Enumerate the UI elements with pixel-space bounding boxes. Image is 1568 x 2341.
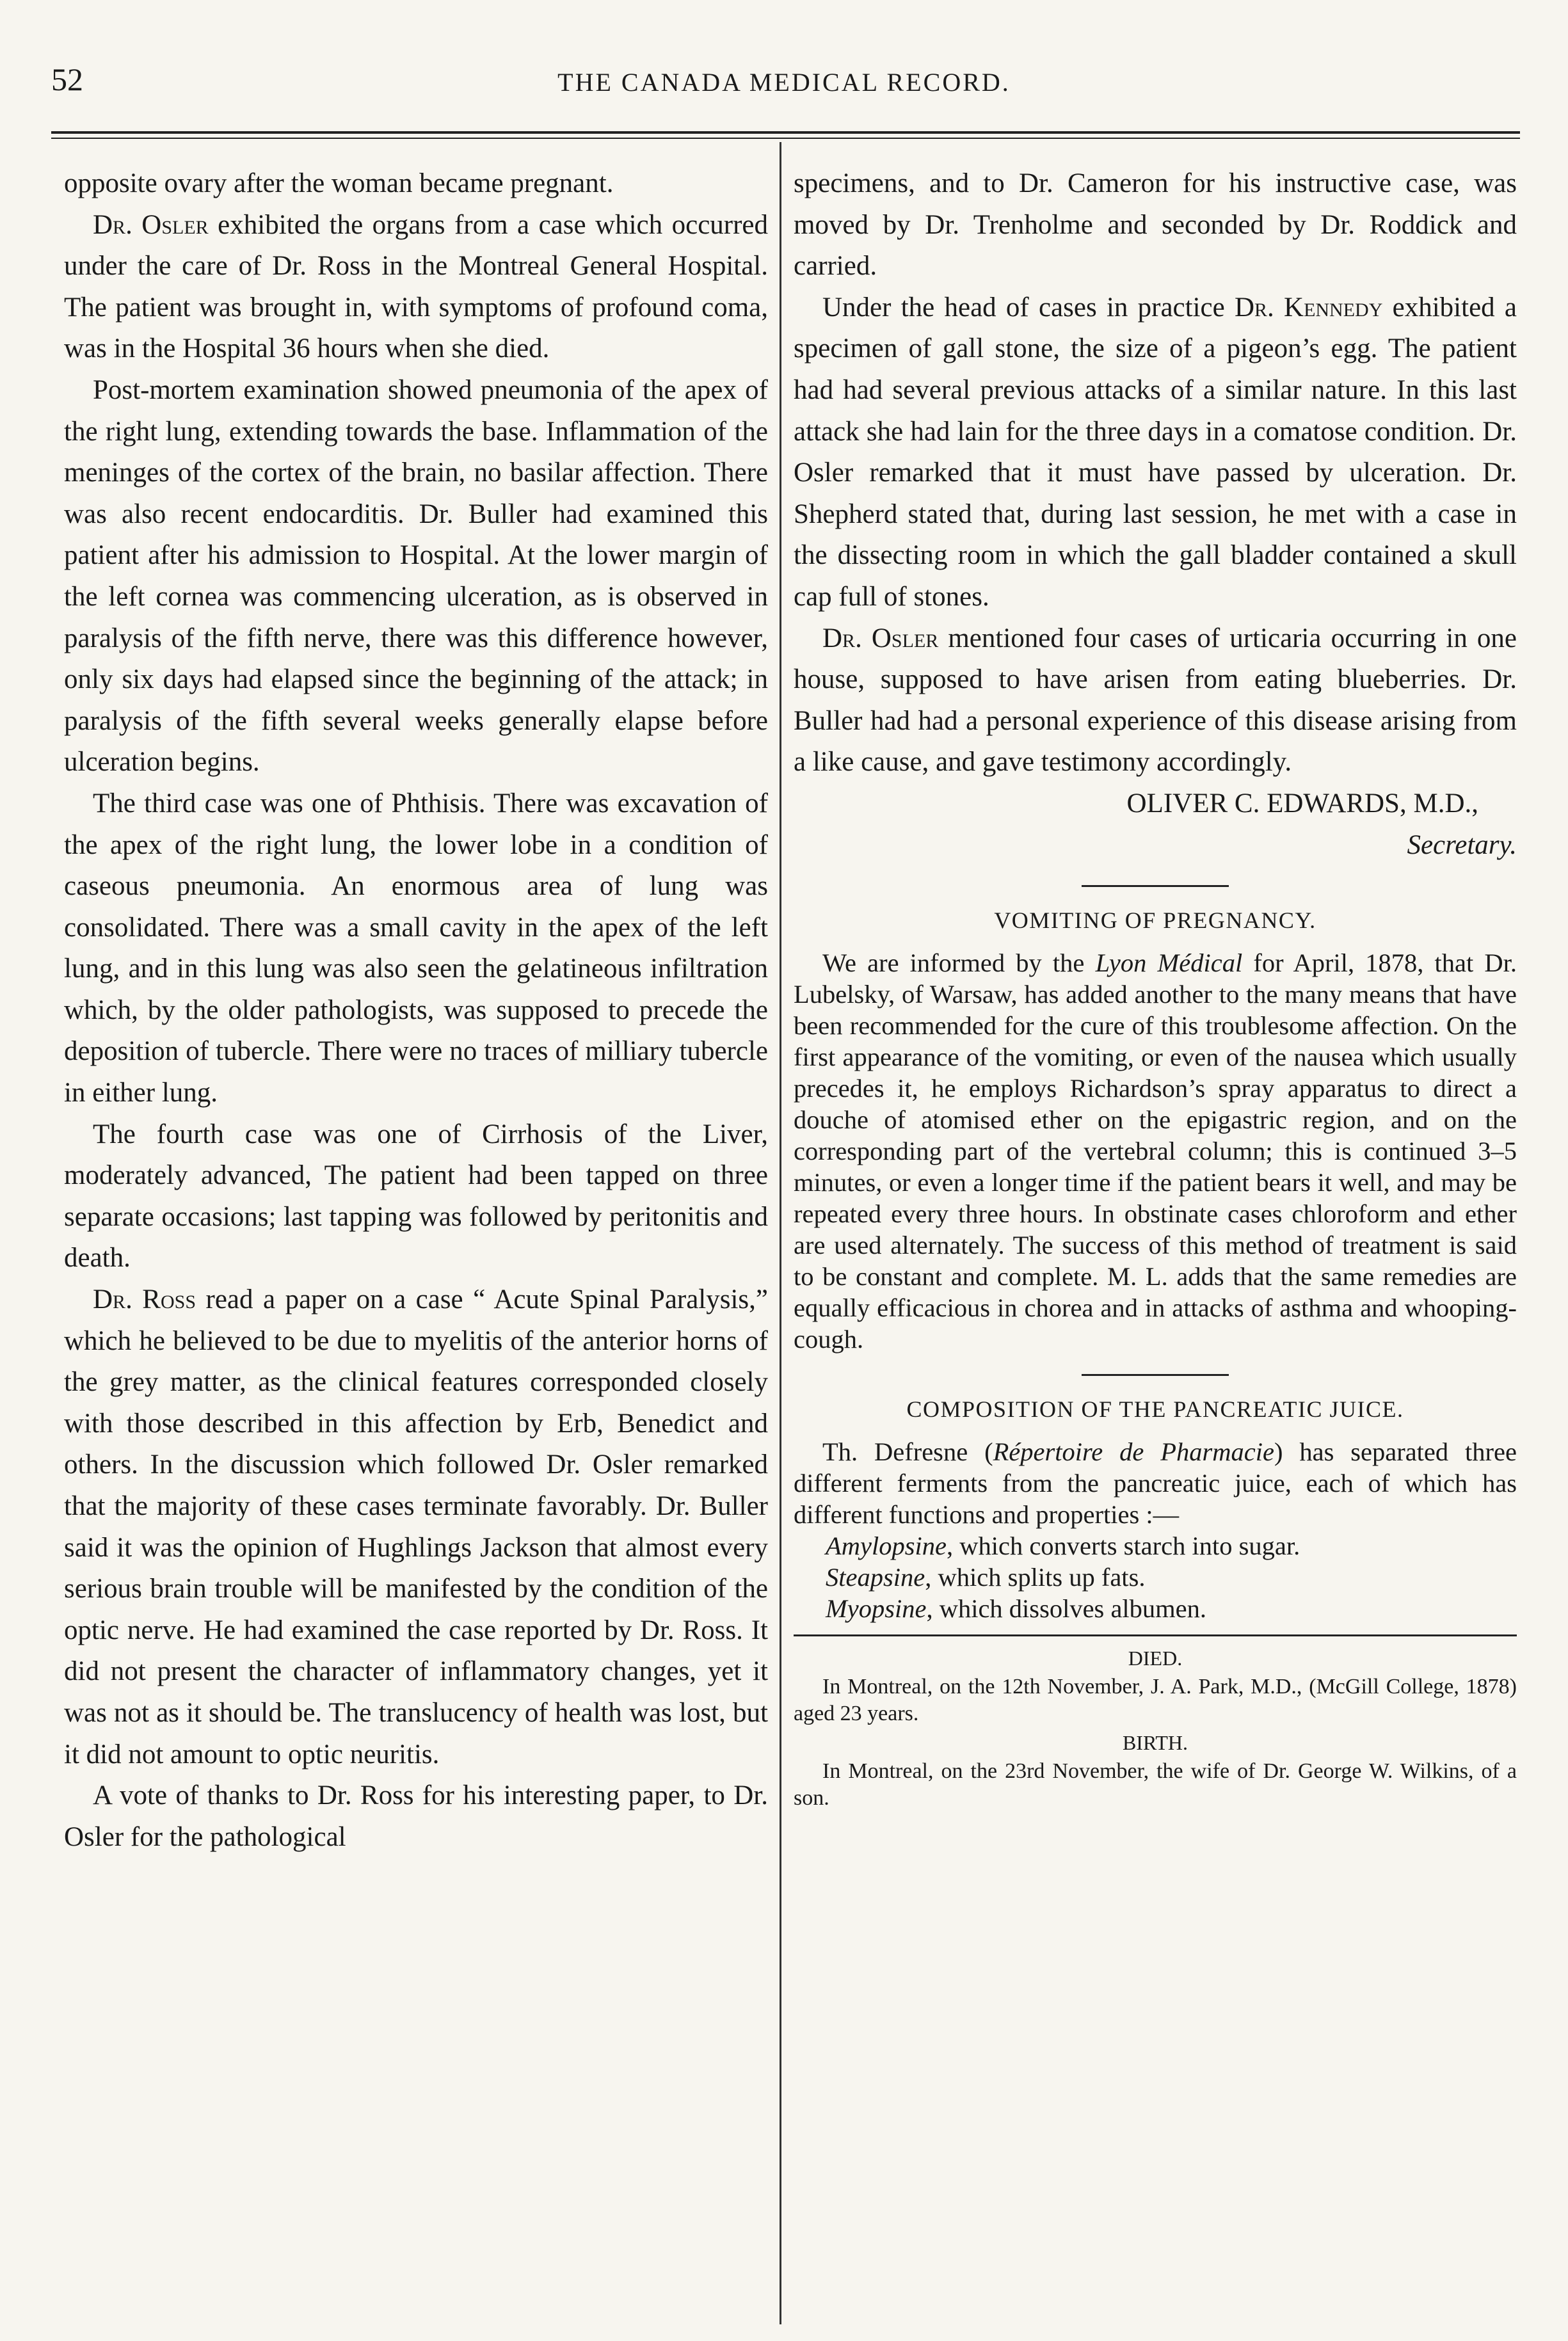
signature-role: Secretary. [1407,829,1517,860]
birth-notice: In Montreal, on the 23rd November, the wife of Dr. George W. Wilkins, of a son. [794,1759,1517,1810]
signature-block [794,783,1517,866]
left-column [64,163,768,1858]
signature-name: OLIVER C. EDWARDS, M.D., [1126,788,1478,819]
paragraph-pancreatic: Th. Defresne (Répertoire de Pharmacie) has separated three different ferments from the pancreatic juice, each of which has different functions and properties :— [794,1437,1517,1530]
died-notice: In Montreal, on the 12th November, J. A. Park, M.D., (McGill College, 1878) aged 23 years. [794,1675,1517,1726]
notices-rule [794,1634,1517,1636]
section-rule [1082,885,1229,887]
section-rule [1082,1374,1229,1376]
article-pancreatic [794,1436,1517,1624]
paragraph-ross-paper: Dr. Ross read a paper on a case “ Acute Spinal Paralysis,” which he believed to be due to myelitis of the anterior horns of the grey matter, as the clinical features corresponded closely with those described in this affection by Erb, Benedict and others. In the discussion which followed Dr. Osler remarked that the majority of these cases terminate favorably. Dr. Buller said it was the opinion of Hughlings Jackson that almost every serious brain trouble will be manifested by the condition of the optic nerve. He had examined the case reported by Dr. Ross. It did not present the character of inflammatory changes, yet it was not as it should be. The translucency of health was lost, but it did not amount to optic neuritis. [64,1284,769,1770]
paragraph-ovary: opposite ovary after the woman became pregnant. [64,168,614,198]
source-title: Répertoire de Pharmacie [993,1437,1274,1467]
paragraph-urticaria: Dr. Osler mentioned four cases of urticaria occurring in one house, supposed to have arisen from eating blueberries. Dr. Buller had had a personal experience of this disease arising from a like cause, and gave testimony accordingly. [794,623,1517,778]
page-number: 52 [51,61,83,97]
speaker-name: Dr. Osler [93,209,209,240]
ferment-item: Steapsine, which splits up fats. [826,1563,1146,1592]
paragraph-vomiting: We are informed by the Lyon Médical for April, 1878, that Dr. Lubelsky, of Warsaw, has added another to the many means that have been recommended for the cure of this troublesome affection. On the first appearance of the vomiting, or even of the nausea which usually precedes it, he employs Richardson’s spray apparatus to direct a douche of atomised ether on the epigastric region, and on the corresponding part of the vertebral column; this is continued 3–5 minutes, or even a longer time if the patient bears it well, and may be repeated every three hours. In obstinate cases chloroform and ether are used alternately. The success of this method of treatment is said to be constant and complete. M. L. adds that the same remedies are equally efficacious in chorea and in attacks of asthma and whooping-cough. [794,948,1517,1354]
birth-title: BIRTH. [1122,1731,1188,1755]
paragraph-third-case: The third case was one of Phthisis. There was excavation of the apex of the right lung, the lower lobe in a condition of caseous pneumonia. An enormous area of lung was consolidated. There was a small cavity in the apex of the left lung, and in this lung was also seen the gelatineous infiltration which, by the older pathologists, was supposed to precede the deposition of tubercle. There were no traces of milliary tubercle in either lung. [64,788,768,1108]
paragraph-fourth-case: The fourth case was one of Cirrhosis of the Liver, moderately advanced, The patient had been tapped on three separate occasions; last tapping was followed by peritonitis and death. [64,1119,768,1274]
running-title: THE CANADA MEDICAL RECORD. [557,68,1011,97]
header-rule [51,131,1520,139]
speaker-name: Dr. Ross [93,1284,196,1315]
paragraph-vote-of-thanks: A vote of thanks to Dr. Ross for his interesting paper, to Dr. Osler for the pathological [64,1780,768,1852]
ferment-item: Amylopsine, which converts starch into sugar. [826,1531,1300,1561]
ferment-item: Myopsine, which dissolves albumen. [826,1594,1207,1624]
paragraph-osler-case: Dr. Osler exhibited the organs from a case which occurred under the care of Dr. Ross in the Montreal General Hospital. The patient was brought in, with symptoms of profound coma, was in the Hospital 36 hours when she died. [64,209,769,364]
paragraph-post-mortem: Post-mortem examination showed pneumonia of the apex of the right lung, extending towards the base. Inflammation of the meninges of the cortex of the brain, no basilar affection. There was also recent endocarditis. Dr. Buller had examined this patient after his admission to Hospital. At the lower margin of the left cornea was commencing ulceration, as is observed in paralysis of the fifth nerve, there was this difference however, only six days had elapsed since the beginning of the attack; in paralysis of the fifth several weeks generally elapse before ulceration begins. [64,374,768,778]
speaker-name: Dr. Osler [822,623,939,653]
speaker-name: Dr. Kennedy [1234,292,1383,323]
section-title-pancreatic: COMPOSITION OF THE PANCREATIC JUICE. [906,1396,1404,1423]
right-column [794,163,1517,1812]
column-divider [780,142,781,2324]
paragraph-specimens: specimens, and to Dr. Cameron for his instructive case, was moved by Dr. Trenholme and seconded by Dr. Roddick and carried. [794,168,1517,282]
page-header [38,61,1530,112]
section-title-vomiting: VOMITING OF PREGNANCY. [994,907,1316,934]
died-title: DIED. [1128,1647,1183,1670]
article-vomiting [794,947,1517,1355]
journal-title: Lyon Médical [1095,948,1243,978]
paragraph-gall-stone: Under the head of cases in practice Dr. Kennedy exhibited a specimen of gall stone, the size of a pigeon’s egg. The patient had had several previous attacks of a similar nature. In this last attack she had lain for the three days in a comatose condition. Dr. Osler remarked that it must have passed by ulceration. Dr. Shepherd stated that, during last session, he met with a case in the dissecting room in which the gall bladder contained a skull cap full of stones. [794,292,1517,612]
